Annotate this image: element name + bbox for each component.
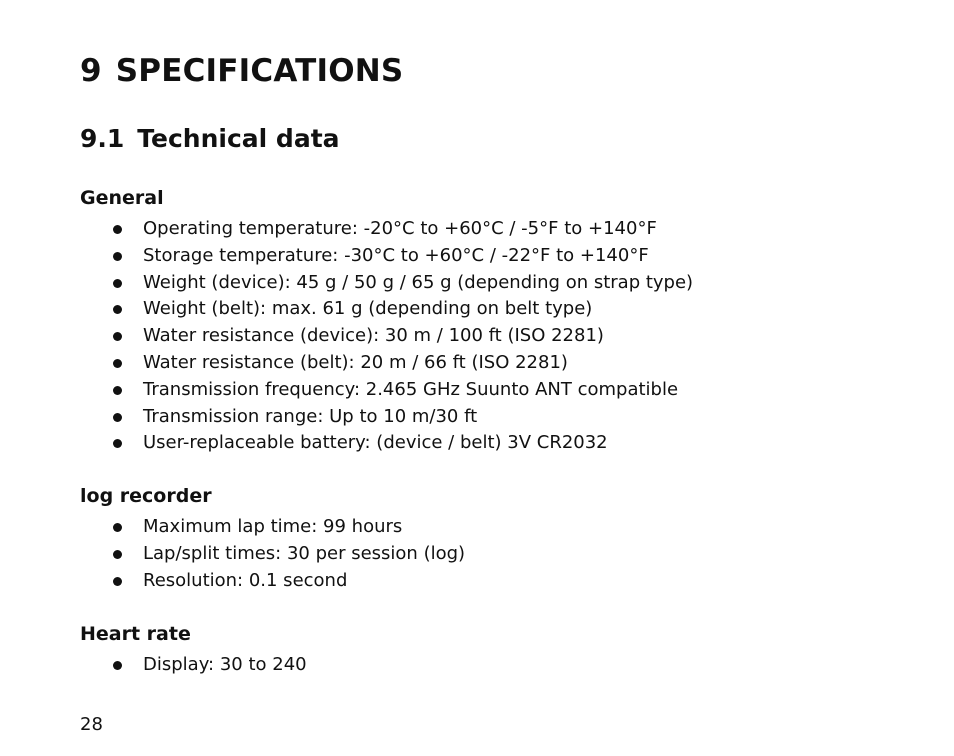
bullet-icon	[113, 439, 122, 448]
bullet-icon	[113, 225, 122, 234]
spec-item-text: Water resistance (device): 30 m / 100 ft (ISO 2281)	[143, 325, 604, 347]
spec-list-item	[80, 296, 693, 323]
spec-group-heading: Heart rate	[80, 623, 191, 645]
spec-list-item	[80, 216, 693, 243]
spec-list-item	[80, 350, 693, 377]
bullet-icon	[113, 523, 122, 532]
spec-group-heading: General	[80, 187, 164, 209]
spec-list-item	[80, 514, 465, 541]
spec-item-text: Operating temperature: -20°C to +60°C / -5°F to +140°F	[143, 218, 657, 239]
bullet-icon	[113, 305, 122, 314]
bullet-icon	[113, 550, 122, 559]
section-title: Technical data	[137, 124, 340, 153]
bullet-icon	[113, 386, 122, 395]
spec-list	[80, 652, 307, 679]
spec-group-log-recorder	[80, 483, 465, 594]
page-number: 28	[80, 714, 103, 735]
spec-item-text: Transmission range: Up to 10 m/30 ft	[143, 405, 478, 427]
bullet-icon	[113, 359, 122, 368]
spec-list	[80, 216, 693, 457]
bullet-icon	[113, 252, 122, 261]
spec-list-item	[80, 377, 693, 404]
chapter-heading	[80, 53, 403, 89]
bullet-icon	[113, 332, 122, 341]
section-heading	[80, 124, 340, 153]
spec-list-item	[80, 323, 693, 350]
spec-item-text: Weight (device): 45 g / 50 g / 65 g (depending on strap type)	[143, 271, 694, 293]
spec-group-general	[80, 185, 693, 457]
spec-list-item	[80, 270, 693, 297]
spec-item-text: Weight (belt): max. 61 g (depending on belt type)	[143, 298, 593, 320]
spec-item-text: Water resistance (belt): 20 m / 66 ft (ISO 2281)	[143, 351, 568, 373]
spec-item-text: Storage temperature: -30°C to +60°C / -22°F to +140°F	[143, 244, 649, 266]
spec-item-text: Resolution: 0.1 second	[143, 569, 348, 591]
bullet-icon	[113, 661, 122, 670]
bullet-icon	[113, 413, 122, 422]
spec-list-item	[80, 404, 693, 431]
bullet-icon	[113, 577, 122, 586]
spec-list-item	[80, 243, 693, 270]
spec-list-item	[80, 568, 465, 595]
spec-list-item	[80, 541, 465, 568]
section-number: 9.1	[80, 124, 125, 153]
spec-list-item	[80, 652, 307, 679]
spec-item-text: User-replaceable battery: (device / belt) 3V CR2032	[143, 432, 608, 454]
spec-group-heading: log recorder	[80, 485, 212, 507]
spec-list-item	[80, 430, 693, 457]
spec-item-text: Maximum lap time: 99 hours	[143, 516, 403, 537]
spec-group-heart-rate	[80, 621, 307, 679]
spec-item-text: Display: 30 to 240	[143, 654, 307, 675]
spec-item-text: Transmission frequency: 2.465 GHz Suunto ANT compatible	[143, 378, 679, 400]
spec-list	[80, 514, 465, 594]
chapter-number: 9	[80, 53, 102, 89]
bullet-icon	[113, 279, 122, 288]
chapter-title: SPECIFICATIONS	[115, 53, 404, 89]
spec-item-text: Lap/split times: 30 per session (log)	[143, 542, 466, 564]
